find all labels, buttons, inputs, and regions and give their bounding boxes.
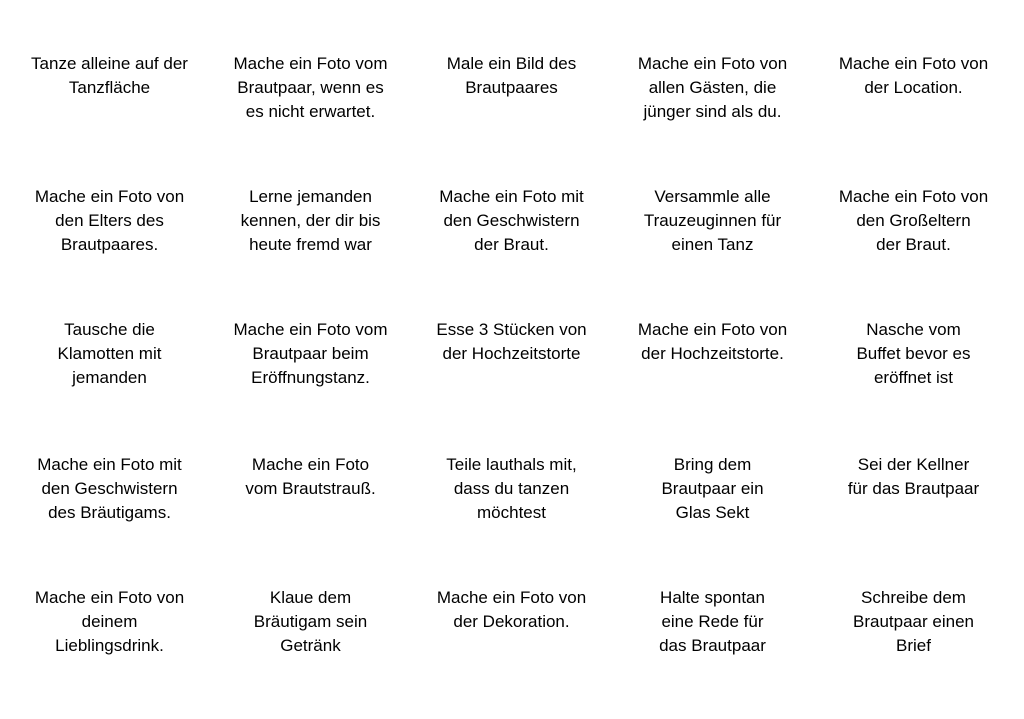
bingo-cell: Bring dem Brautpaar ein Glas Sekt [661, 455, 764, 522]
bingo-cell: Versammle alle Trauzeuginnen für einen Tanz [643, 187, 782, 254]
bingo-cell: Mache ein Foto von den Großeltern der Braut. [838, 187, 989, 254]
bingo-cell: Schreibe dem Brautpaar einen Brief [853, 588, 974, 655]
bingo-cell: Nasche vom Buffet bevor es eröffnet ist [856, 320, 971, 387]
bingo-cell: Mache ein Foto vom Brautpaar, wenn es es nicht erwartet. [233, 54, 388, 121]
bingo-cell: Lerne jemanden kennen, der dir bis heute fremd war [240, 187, 381, 254]
bingo-cell: Mache ein Foto von der Location. [838, 54, 989, 97]
bingo-cell: Halte spontan eine Rede für das Brautpaar [659, 588, 766, 655]
bingo-cell: Mache ein Foto vom Brautstrauß. [245, 455, 376, 498]
bingo-grid [9, 52, 1014, 719]
bingo-cell: Mache ein Foto von der Dekoration. [436, 588, 587, 631]
bingo-cell: Tausche die Klamotten mit jemanden [57, 320, 162, 387]
bingo-cell: Mache ein Foto von deinem Lieblingsdrink. [34, 588, 185, 655]
bingo-cell: Mache ein Foto von den Elters des Brautpaares. [34, 187, 185, 254]
bingo-cell: Esse 3 Stücken von der Hochzeitstorte [436, 320, 587, 363]
bingo-cell: Mache ein Foto von der Hochzeitstorte. [637, 320, 788, 363]
bingo-cell: Mache ein Foto mit den Geschwistern des Bräutigams. [37, 455, 182, 522]
bingo-cell: Mache ein Foto mit den Geschwistern der Braut. [439, 187, 584, 254]
bingo-cell: Male ein Bild des Brautpaares [446, 54, 577, 97]
bingo-cell: Teile lauthals mit, dass du tanzen möchtest [446, 455, 577, 522]
bingo-cell: Mache ein Foto vom Brautpaar beim Eröffnungstanz. [233, 320, 388, 387]
bingo-cell: Klaue dem Bräutigam sein Getränk [253, 588, 368, 655]
bingo-cell: Sei der Kellner für das Brautpaar [847, 455, 980, 498]
bingo-cell: Mache ein Foto von allen Gästen, die jünger sind als du. [637, 54, 788, 121]
bingo-cell: Tanze alleine auf der Tanzfläche [31, 54, 188, 97]
